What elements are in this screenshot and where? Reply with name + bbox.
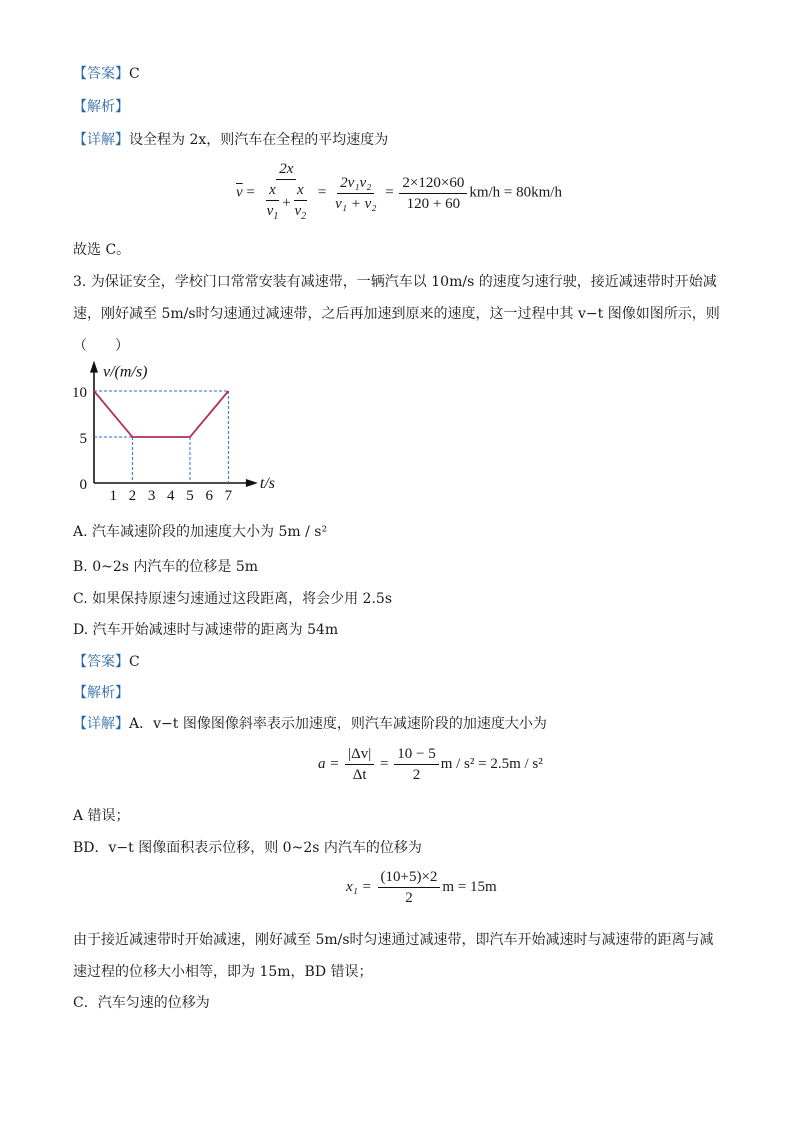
eq3-tail: m = 15m bbox=[442, 878, 497, 895]
eq3-den: 2 bbox=[405, 890, 413, 906]
eq1-frac2-den: v₁ + v₂ bbox=[335, 195, 377, 212]
detail-text: 设全程为 2x，则汽车在全程的平均速度为 bbox=[129, 132, 389, 148]
x-tick-label: 3 bbox=[147, 488, 156, 504]
question-3-line-1: 3. 为保证安全，学校门口常常安装有减速带，一辆汽车以 10m/s 的速度匀速行驶，接近减速带时开始减 bbox=[73, 274, 717, 290]
eq1-frac2-num: 2v₁v₂ bbox=[337, 174, 374, 194]
x-tick-label: 4 bbox=[167, 488, 175, 504]
eq1-frac3-den: 120 + 60 bbox=[406, 195, 461, 212]
eq3-lhs: x₁ = bbox=[346, 878, 372, 895]
average-velocity-equation: $\overline{v}$ = 2x $\frac{x}{v_1}$ + $\frac{x}{v_2}$ = $\frac{\text{2v₁v₂}}{\text{v₁ + v₂}}$ = $\frac{2\times 120\times 60}{120 + 60}$ km/h = 80km/h bbox=[236, 161, 562, 222]
answer-value: C bbox=[129, 66, 140, 82]
choose-line-1: 故选 C。 bbox=[73, 242, 131, 258]
answer-line-1 bbox=[73, 64, 140, 84]
vt-chart bbox=[72, 363, 293, 504]
a-wrong-line: A 错误； bbox=[73, 808, 130, 824]
analysis-tag-1: 【解析】 bbox=[73, 99, 129, 115]
eq3-num: (10+5)×2 bbox=[378, 868, 441, 888]
question-3-line-2: 速，刚好减至 5m/s时匀速通过减速带，之后再加速到原来的速度，这一过程中其 v−t 图像如图所示，则 bbox=[73, 306, 720, 322]
detail-line-1 bbox=[73, 130, 388, 150]
data-series-line bbox=[94, 391, 228, 437]
y-axis-arrow bbox=[90, 361, 98, 373]
x-tick-label: 6 bbox=[205, 488, 213, 504]
answer-tag: 【答案】 bbox=[73, 654, 129, 670]
y-tick-label: 10 bbox=[72, 385, 87, 401]
explain-line-1: 由于接近减速带时开始减速，刚好减至 5m/s时匀速通过减速带，即汽车开始减速时与减速带的距离与减 bbox=[73, 932, 714, 948]
question-3-line-3: （ ） bbox=[73, 338, 129, 354]
bd-line: BD．v−t 图像面积表示位移，则 0~2s 内汽车的位移为 bbox=[73, 840, 422, 856]
eq2-den: Δt bbox=[352, 767, 367, 783]
acceleration-equation: a = $\frac{|\Delta v|}{\Delta t}$ = $\frac{10 - 5}{2}$ m / s² = 2.5m / s² bbox=[318, 746, 543, 783]
eq1-frac3-num: 2×120×60 bbox=[399, 174, 467, 194]
option-c: C. 如果保持原速匀速通过这段距离，将会少用 2.5s bbox=[73, 591, 393, 607]
eq1-unit: km/h = 80km/h bbox=[469, 184, 562, 201]
answer-line-2 bbox=[73, 652, 140, 672]
option-d: D. 汽车开始减速时与减速带的距离为 54m bbox=[73, 622, 339, 638]
x-axis-arrow bbox=[246, 479, 258, 487]
x-axis-label: t/s bbox=[259, 475, 276, 492]
eq2-lhs: a = bbox=[318, 755, 340, 772]
detail-line-2 bbox=[73, 714, 547, 734]
detail-tag: 【详解】 bbox=[73, 716, 129, 732]
eq1-lhs: $\overline{v}$ bbox=[236, 184, 243, 201]
option-b: B. 0~2s 内汽车的位移是 5m bbox=[73, 559, 259, 575]
option-a: A. 汽车减速阶段的加速度大小为 5m / s² bbox=[73, 524, 328, 540]
x-tick-label: 5 bbox=[186, 488, 194, 504]
detail-tag: 【详解】 bbox=[73, 132, 129, 148]
y-axis-label: v/(m/s) bbox=[103, 363, 148, 381]
detail-text: A．v−t 图像图像斜率表示加速度，则汽车减速阶段的加速度大小为 bbox=[129, 716, 547, 732]
x-tick-label: 1 bbox=[109, 488, 117, 504]
eq1-frac1-num: 2x bbox=[276, 160, 296, 180]
explain-line-2: 速过程的位移大小相等，即为 15m，BD 错误； bbox=[73, 964, 373, 980]
answer-tag: 【答案】 bbox=[73, 66, 129, 82]
eq2-num: |Δv| bbox=[345, 745, 374, 765]
displacement-equation bbox=[346, 868, 497, 907]
eq2-mid-den: 2 bbox=[412, 767, 421, 783]
x-tick-label: 2 bbox=[128, 488, 137, 504]
y-tick-label: 0 bbox=[79, 477, 87, 493]
y-tick-label: 5 bbox=[79, 431, 87, 447]
c-line: C．汽车匀速的位移为 bbox=[73, 995, 210, 1011]
eq2-mid-num: 10 − 5 bbox=[394, 745, 438, 765]
analysis-tag-2: 【解析】 bbox=[73, 685, 129, 701]
eq2-tail: m / s² = 2.5m / s² bbox=[440, 755, 543, 772]
x-tick-label: 7 bbox=[224, 488, 233, 504]
answer-value: C bbox=[129, 654, 140, 670]
